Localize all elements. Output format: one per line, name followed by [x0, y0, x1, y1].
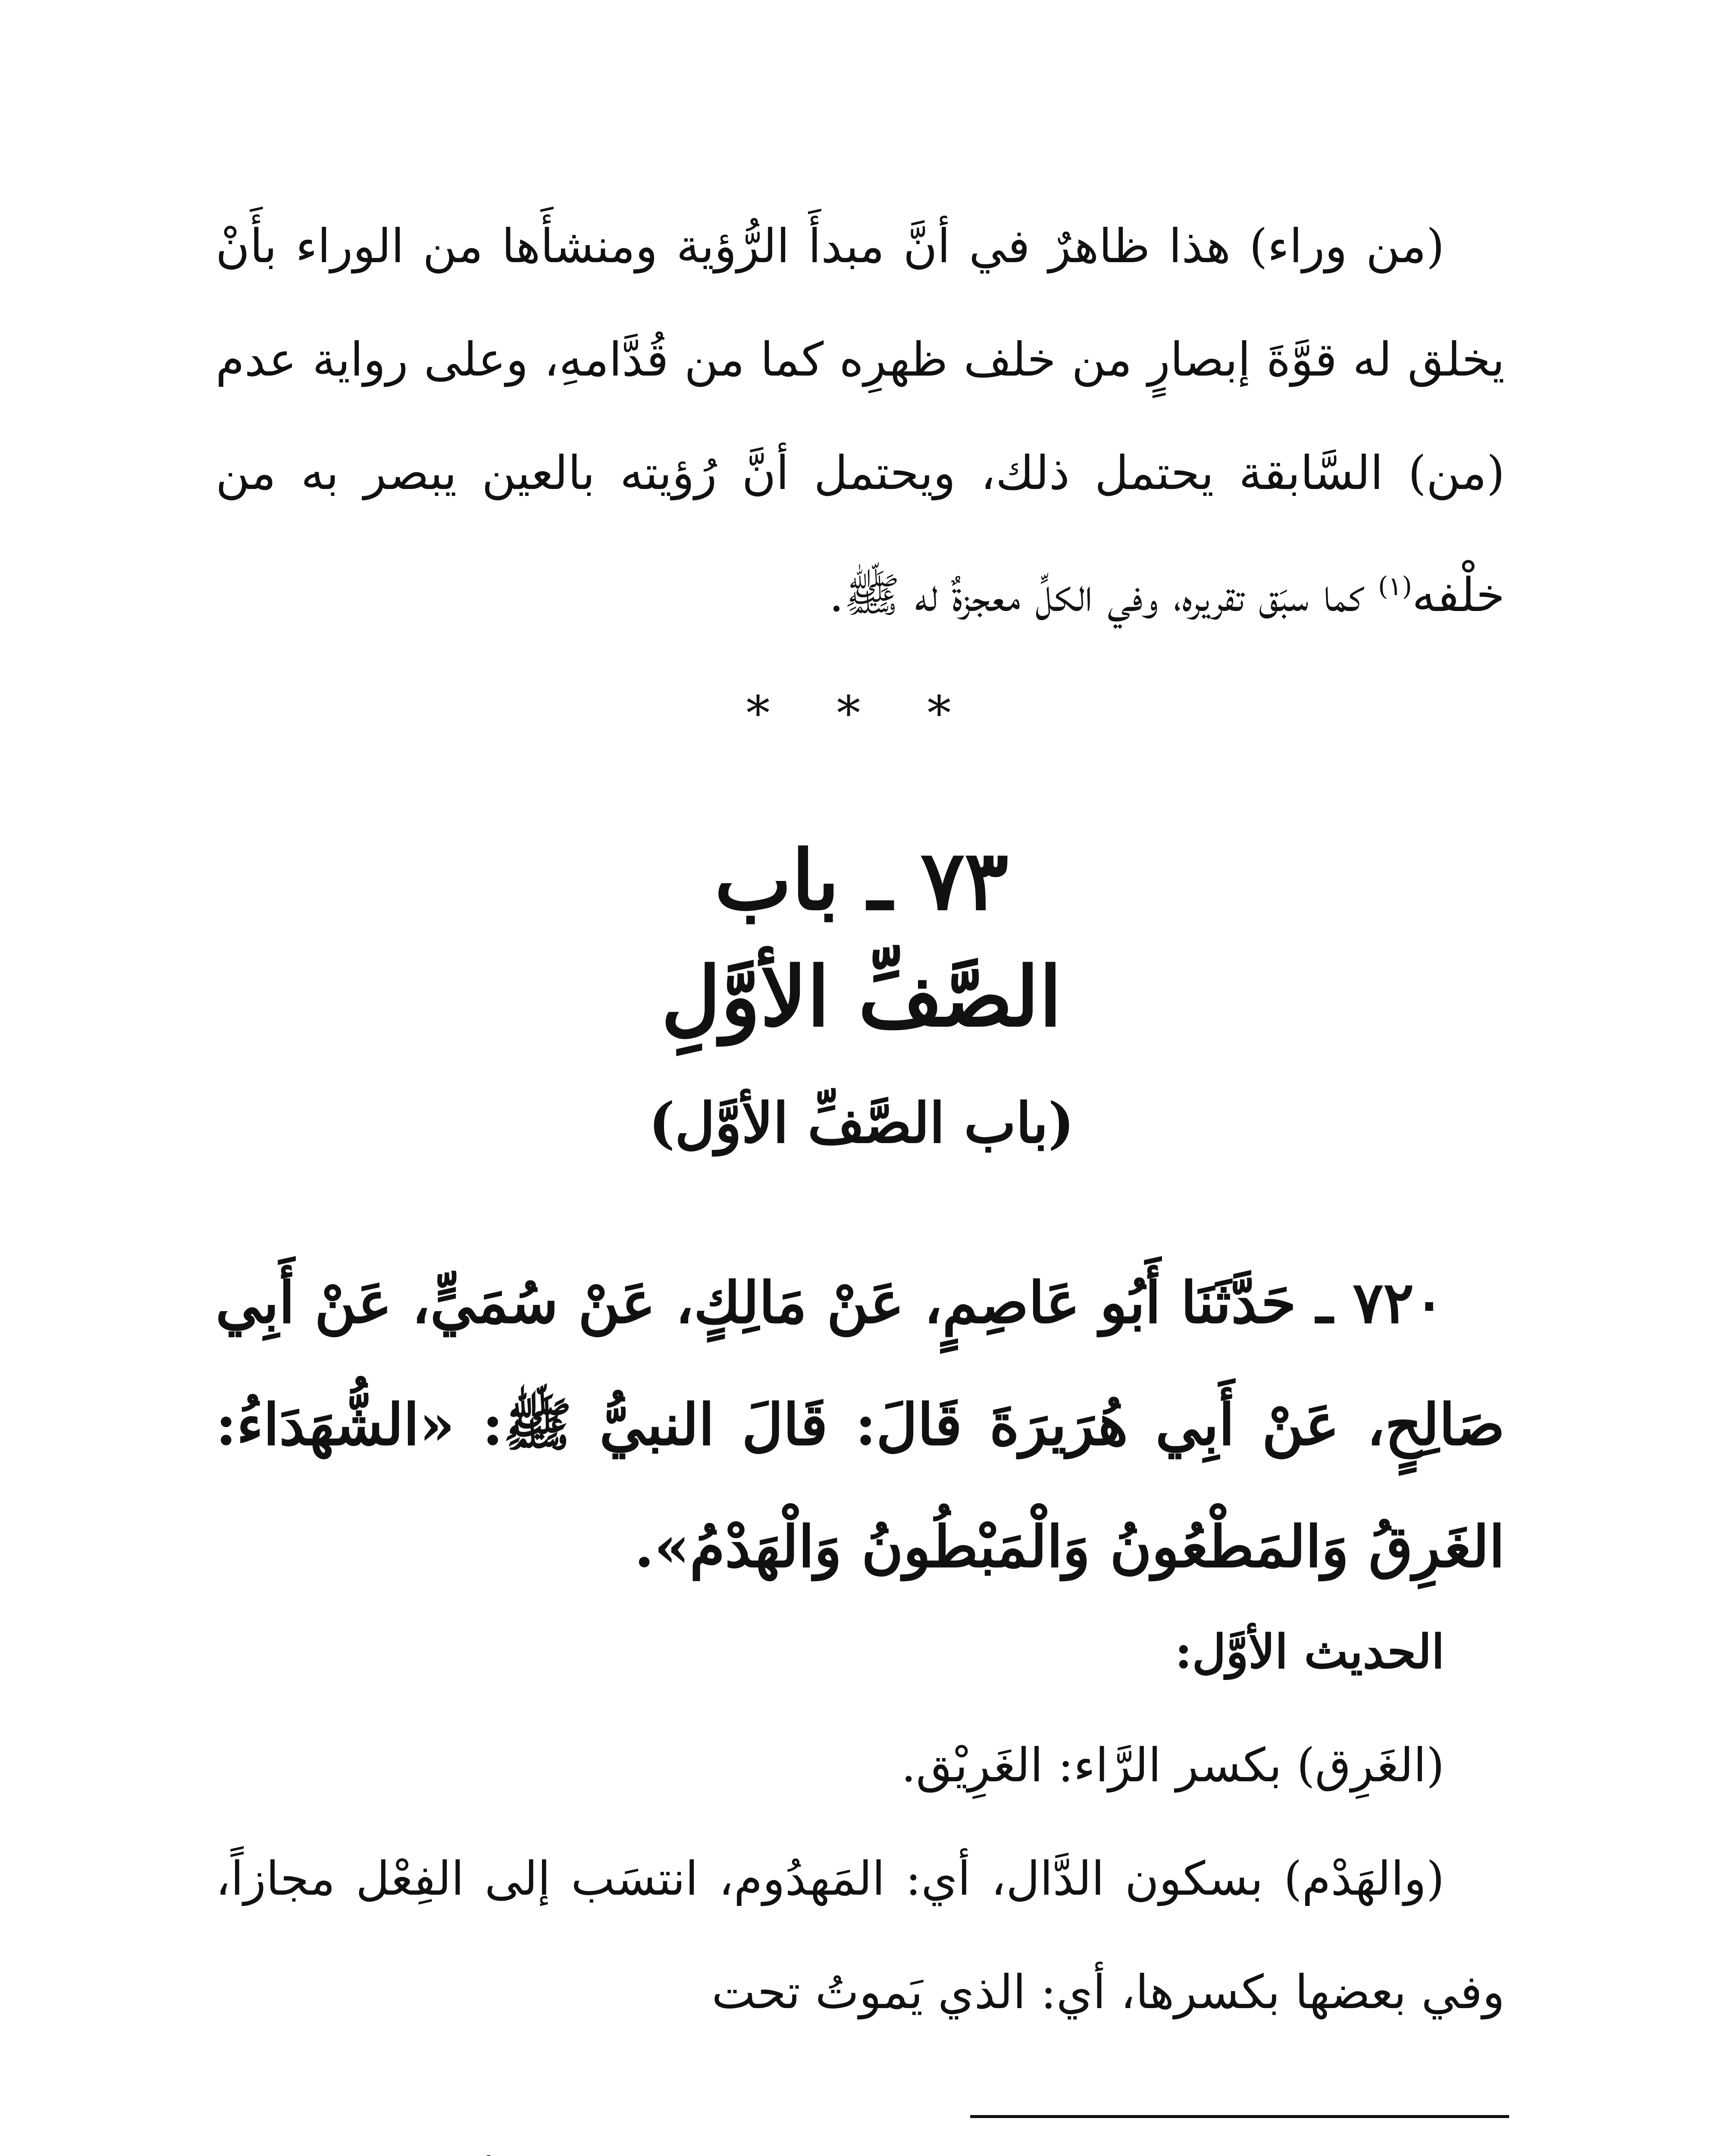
section-separator: * * *	[746, 686, 977, 741]
intro-paragraph	[216, 190, 1505, 652]
footnote-reference: (١)	[1378, 571, 1412, 602]
chapter-subtitle: (باب الصَّفِّ الأوَّل)	[648, 1091, 1075, 1156]
chapter-number: ٧٣ ـ باب	[714, 832, 1009, 928]
intro-text-continued: كما سبَق تقريره، وفي الكلِّ معجزةٌ له ﷺ.	[829, 568, 1378, 622]
chapter-title: الصَّفِّ الأوَّلِ	[661, 949, 1062, 1045]
intro-text	[216, 190, 1505, 652]
hadith-text: ٧٢٠ ـ حَدَّثَنَا أَبُو عَاصِمٍ، عَنْ مَالِكٍ، عَنْ سُمَيٍّ، عَنْ أَبِي صَالِحٍ، عَنْ أَبِي هُرَيرَةَ قَالَ: قَالَ النبيُّ ﷺ: «الشُّهَدَاءُ: الغَرِقُ وَالمَطْعُونُ وَالْمَبْطُونُ وَالْهَدْمُ».	[216, 1269, 1505, 1580]
commentary-line: (الغَرِق) بكسر الرَّاء: الغَرِيْق.	[901, 1739, 1444, 1792]
hadith-paragraph	[216, 1242, 1505, 1608]
footnote	[224, 2139, 1505, 2156]
intro-main-text: (من وراء) هذا ظاهرٌ في أنَّ مبدأَ الرُّؤية ومنشأَها من الوراء بأَنْ يخلق له قوَّةَ إبصارٍ من خلف ظهرِه كما من قُدَّامهِ، وعلى رواية عدم (من) السَّابقة يحتمل ذلك، ويحتمل أنَّ رُؤيته بالعين يبصر به من خلْفه	[216, 219, 1505, 622]
footnote-divider	[970, 2115, 1509, 2118]
commentary-section	[216, 1595, 1505, 2049]
commentary-line: (والهَدْم) بسكون الدَّال، أي: المَهدُوم، انتسَب إلى الفِعْل مجازاً، وفي بعضها بكسرها، أي: الذي يَموتُ تحت	[216, 1852, 1505, 2019]
commentary-heading: الحديث الأوَّل:	[1175, 1625, 1444, 1679]
